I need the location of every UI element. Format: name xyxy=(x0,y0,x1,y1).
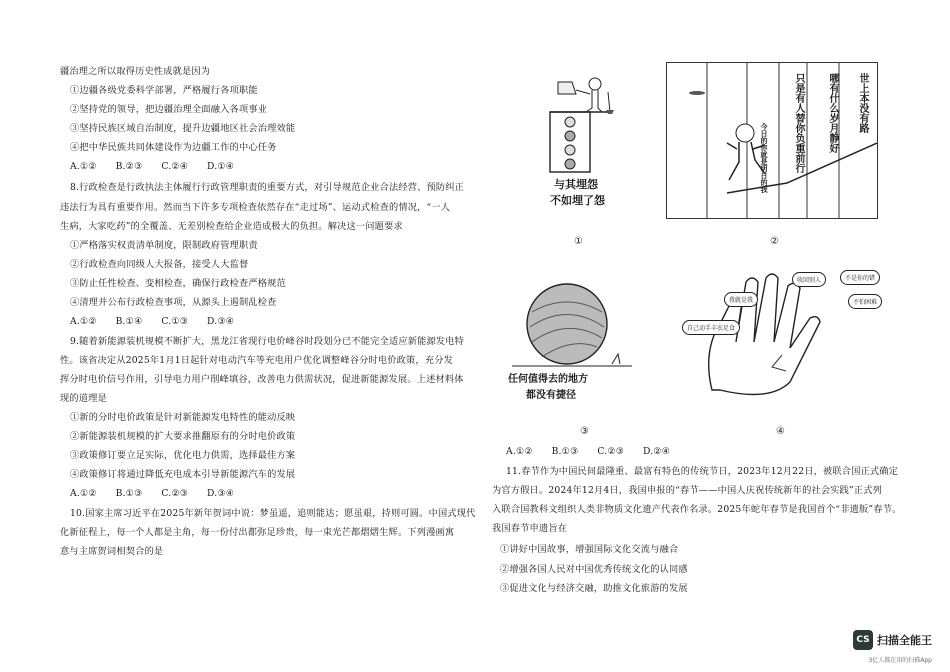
question-10-text: 化新征程上，每一个人都是主角，每一份付出都弥足珍贵，每一束光芒都熠熠生辉。下列漫画寓 xyxy=(60,527,455,538)
answer-choices: A.①② B.①③ C.②③ D.②④ xyxy=(506,446,671,457)
cartoon-4-number: ④ xyxy=(776,426,785,437)
cs-logo-icon: CS xyxy=(853,630,873,650)
cartoon-1 xyxy=(540,72,640,222)
option-line: ④政策修订将通过降低充电成本引导新能源汽车的发展 xyxy=(70,469,296,480)
question-10-text: 10.国家主席习近平在2025年新年贺词中说：梦虽遥，追则能达；愿虽艰，持则可圆。中国式现代 xyxy=(70,508,476,519)
cartoon-1-caption: 与其埋怨 xyxy=(554,178,598,191)
option-line: ①边疆各级党委科学部署，严格履行各项职能 xyxy=(70,85,258,96)
question-11-text: 11.春节作为中国民间最隆重、最富有特色的传统节日，2023年12月22日，被联合国正式确定 xyxy=(506,466,899,477)
scanner-app-logo xyxy=(853,630,932,650)
question-9-text: 9.随着新能源装机规模不断扩大，黑龙江省现行电价峰谷时段划分已不能完全适应新能源发电特 xyxy=(70,336,465,347)
question-11-text: 我国春节申遗旨在 xyxy=(492,523,568,534)
question-8-text: 生病，大家吃药”的全覆盖、无差别检查给企业造成极大的负担。解决这一问题要求 xyxy=(60,221,403,232)
question-11-text: 入联合国教科文组织人类非物质文化遗产代表作名录。2025年蛇年春节是我国首个“非遗版”春节。 xyxy=(492,504,902,515)
speech-bubble: 不是你的错 xyxy=(840,270,880,285)
cartoon-2-vertical-text: 只是有人替你负重前行 xyxy=(793,73,804,173)
option-line: ②增强各国人民对中国优秀传统文化的认同感 xyxy=(500,564,688,575)
option-line: ④清理并公布行政检查事项，从源头上遏制乱检查 xyxy=(70,297,277,308)
question-8-text: 违法行为具有重要作用。然而当下许多专项检查依然存在“走过场”、运动式检查的情况，“一人 xyxy=(60,202,451,213)
text-line: 疆治理之所以取得历史性成就是因为 xyxy=(60,66,211,77)
cartoon-2-vertical-text: 世上本没有路 xyxy=(857,73,868,133)
option-line: ②坚持党的领导，把边疆治理全面融入各项事业 xyxy=(70,104,268,115)
option-line: ②行政检查向同级人大报备，接受人大监督 xyxy=(70,259,249,270)
answer-choices: A.①② B.①③ C.②③ D.③④ xyxy=(70,488,235,499)
option-line: ①严格落实权责清单制度，限制政府管理职责 xyxy=(70,240,258,251)
cartoon-3-drawing xyxy=(512,282,632,372)
question-10-text: 意与主席贺词相契合的是 xyxy=(60,546,164,557)
option-line: ①新的分时电价政策是针对新能源发电特性的能动反映 xyxy=(70,412,296,423)
cartoon-4 xyxy=(672,260,882,420)
option-line: ③政策修订要立足实际，优化电力供需，选择最佳方案 xyxy=(70,450,296,461)
cartoon-1-caption: 不如埋了怨 xyxy=(550,194,605,207)
cartoon-2 xyxy=(666,62,878,219)
speech-bubble: 自己动手丰衣足食 xyxy=(682,320,740,335)
option-line: ①讲好中国故事，增强国际文化交流与融合 xyxy=(500,544,679,555)
question-9-text: 现的道理是 xyxy=(60,393,107,404)
cartoon-3-caption: 都没有捷径 xyxy=(526,390,576,401)
cartoon-3-number: ③ xyxy=(580,426,589,437)
question-9-text: 挥分时电价信号作用，引导电力用户削峰填谷，改善电力供需状况，促进新能源发展。上述材料体 xyxy=(60,374,464,385)
option-line: ④把中华民族共同体建设作为边疆工作的中心任务 xyxy=(70,142,277,153)
option-line: ③坚持民族区域自治制度，提升边疆地区社会治理效能 xyxy=(70,123,296,134)
cartoon-2-vertical-text: 今日的你就是明日的我 xyxy=(760,123,768,193)
cartoon-3-caption: 任何值得去的地方 xyxy=(508,374,588,385)
logo-name: 扫描全能王 xyxy=(877,634,932,647)
question-8-text: 8.行政检查是行政执法主体履行行政管理职责的重要方式，对引导规范企业合法经营、预防纠正 xyxy=(70,182,465,193)
answer-choices: A.①② B.①④ C.①③ D.③④ xyxy=(70,316,235,327)
question-9-text: 性。该省决定从2025年1月1日起针对电动汽车等充电用户优化调整峰谷分时电价政策，充分发 xyxy=(60,355,453,366)
cartoon-2-number: ② xyxy=(770,236,779,247)
option-line: ②新能源装机规模的扩大要求推翻原有的分时电价政策 xyxy=(70,431,296,442)
logo-tagline: 3亿人都在用的扫描App xyxy=(868,657,932,664)
cartoon-2-vertical-text: 哪有什么岁月静好 xyxy=(827,73,838,153)
answer-choices: A.①② B.②③ C.②④ D.①④ xyxy=(70,161,235,172)
speech-bubble: 不怕困难 xyxy=(848,294,882,309)
speech-bubble: 我就是我 xyxy=(724,292,758,307)
cartoon-1-drawing xyxy=(540,72,640,182)
cartoon-1-number: ① xyxy=(574,236,583,247)
option-line: ③防止任性检查、变相检查，确保行政检查严格规范 xyxy=(70,278,286,289)
question-11-text: 为官方假日。2024年12月4日，我国申报的“春节——中国人庆祝传统新年的社会实践”正式列 xyxy=(492,485,883,496)
cartoon-3 xyxy=(508,282,632,412)
cartoon-2-drawing xyxy=(667,63,877,218)
speech-bubble: 收回别人 xyxy=(792,272,826,287)
option-line: ③促进文化与经济交融，助推文化旅游的发展 xyxy=(500,583,688,594)
